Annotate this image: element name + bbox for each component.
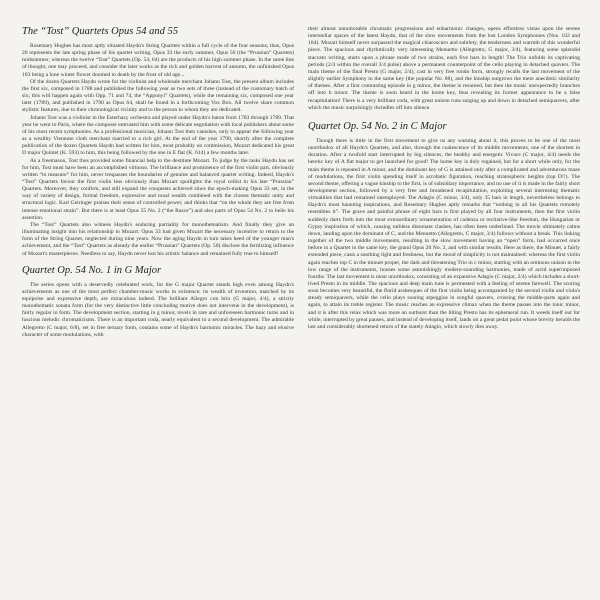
tost-quartets-heading: The “Tost” Quartets Opus 54 and 55 — [22, 26, 178, 37]
left-column — [22, 26, 294, 600]
quartet-2-heading: Quartet Op. 54 No. 2 in C Major — [308, 120, 447, 132]
tost-paragraph-2: Of the dozen Quartets Haydn wrote for the violinist and wholesale merchant Johann Tost, the present album includes the first six, composed in 1788 and published the following year as two sets of three (instead of the customary batch of six; this will happen again with Opp. 71 and 74, the “Apponyi” Quartets), while the remaining six, composed one year later (1789), and published in 1790 as Opus 64, shall be found in a forthcoming Vox Box. All twelve share common stylistic features, due to their chronological vicinity and to the person to whom they are dedicated. — [22, 78, 294, 114]
quartet-1-continued-paragraph: their almost unnoticeable chromatic progressions and enharmonic changes, opens effortless vistas upon the serene interstellar spaces of the latest Haydn, that of the slow movements from the lost London Symphonies (Nos. 102 and 104). Mozart himself never surpassed the magical chiaroscuro and subtlety, the tenderness and warmth of this wonderful piece. The spacious and rhythmically very interesting Menuetto (Allegretto, G major, 3/4), featuring some splendid staccato writing, starts upon a phrase made of two strains, each five bars in length! The Trio unfolds its captivating periods (2/4 within the overall 3/4 pulse) above a permanent counterpoint of the cello playing in detached quavers. The main theme of the final Presto (G major, 2/4), cast in very free rondo form, strongly recalls the last movement of the slightly earlier Symphony in the same key (the popular No. 88), and the kinship outgrows the mere anecdotic similarity of themes. After a first contrasting episode in g minor, the theme is resumed, but then the music unexpectedly branches off into b minor. The theme is soon heard in the home key, thus revealing its former appearance to be a false recapitulation! There is a very brilliant coda, with great unison runs surging up and down in detached semiquavers, after which the music surprisingly dwindles off into silence. — [308, 26, 580, 111]
tost-paragraph-3: Johann Tost was a violinist in the Esterhazy orchestra and played under Haydn's baton from 1783 through 1789. That year he went to Paris, where the composer entrusted him with some delicate negotiation with local publishers about some of his most recent symphonies. As a professional musician, Johann Tost then vanishes, only to appear the following year as a wealthy Viennese cloth merchant married to a rich girl. At the end of the year 1790, shortly after the complete publication of the dozen Quartets Haydn had written for him, most probably on commission, Mozart dedicated his great D major Quintet (K. 593) to him, this being followed by the one in E flat (K. 614) a few months later. — [22, 114, 294, 157]
tost-paragraph-1: Rosemary Hughes has most aptly situated Haydn's String Quartets within a full cycle of the four seasons; thus, Opus 20 represents the late spring phase of his quartet writing, Opus 33 the early summer, Opus 50 (the “Prussian” Quartets) midsummer, whereas the twelve “Tost” Quartets (Op. 54, 64) are the products of his high summer phase. In the same line of thought, one may proceed, and consider the later works as the rich and golden harvest of autumn, the unfinished Opus 103 being a lone winter flower doomed to death by the frost of old age... — [22, 43, 294, 78]
right-column — [308, 26, 580, 600]
quartet-1-paragraph: The series opens with a deservedly celebrated work, for the G major Quartet stands high even among Haydn's achievements as one of the most perfect chamber-music works in existence; its wealth of invention, matched by its equipoise and expressive depth, are miraculous indeed. The brilliant Allegro con brio (G major, 4/4), a strictly monothematic sonata form (for the very distinctive little concluding motive does not intervene in the development), is fairly regular in form. The development section, starting in g minor, revels in rare and unforeseen harmonic turns and in luscious melodic chromaticisms. There is an important coda, nearly equivalent to a second development. The admirable Allegretto (C major, 6/8), set in free ternary form, contains some of Haydn's harmonic miracles. The hazy and elusive character of some modulations, with — [22, 281, 294, 338]
quartet-2-paragraph: Though there is little in the first movement to give us any warning about it, this proves to be one of the most unorthodox of all Haydn's Quartets, and also, through the coalescence of its middle movements, one of the shortest in duration. After a twofold start interrupted by big silences, the healthy and energetic Vivace (C major, 4/4) needs the heretic key of A flat major to get launched for good! The home key is duly regained, but for a short while only, for the main theme is repeated in A minor, and the dominant key of G is attained only after a complicated and adventurous maze of modulations, the first violin spending itself in acrobatic figuration, reaching stratospheric heights (top D!!). The second theme, offering a vague kinship to the first, is of subsidiary importance, and no use of it is made in the fairly short development section, followed by a very free and broadened recapitulation, exploiting several interesting thematic virtualities that had remained unemployed. The Adagio (C minor, 3/4), only 35 bars in length, nevertheless belongs to Haydn's most haunting inspirations, and Rosemary Hughes aptly remarks that “nothing in all his Quartets remotely resembles it”. The grave and painful phrase of eight bars is first played by all four instruments, then the first violin suddenly darts forth into the most extraordinary ornamentation of cadenza or recitative-like freedom, the Hungarian or Gypsy inspiration of which, causing ruthless dissonant clashes, has often been underlined. The movie ultimately calms down, landing upon the dominant of C, and the Menuetto (Allegretto, C major, 3/4) follows without a break. This linking together of the two middle movements, resulting in the slow movement having an “open” form, had occurred once before in a Quartet in the same key, the grand Opus 20 No. 2, and with similar results. Here as there, the Minuet, a fairly extended piece, casts a soothing light and freshness, but the mood of simplicity is not maintained: whereas the first violin again reaches top C in the minuet proper, the dark and threatening Trio in c minor, starting with an ominous unison in the low range of the instruments, houses some astonishingly modern-sounding harmonies, made of acrid superimposed fourths. The last movement is most unorthodox, consisting of an expansive Adagio (C major, 2/4) which includes a short-lived Presto in its middle. The spacious and deep main tune is permeated with a feeling of serene farewell. The scoring soon becomes very beautiful, the florid arabesques of the first violin being accompanied by the second violin and viola's steady semiquavers, while the cello plays soaring arpeggios in songful quavers, crossing the middle-parts again and again, to attain its treble register. The music reaches an expressive climax when the theme passes into the tonic minor, and it is after this relax which was more an outburst than the lilting Presto has its ephemeral run. It weeds itself out for while, interrupted by great pauses, and instead of developing itself, lands on a great pedal point whose brevity heralds the last and considerably shortened return of the stately Adagio, which slowly dies away. — [308, 137, 580, 330]
tost-paragraph-5: The “Tost” Quartets also witness Haydn's enduring partiality for monothematism. And finally they give an illuminating insight into his relationship to Mozart: Opus 33 had given Mozart the necessary incentive to return to the form of the String Quartet, neglected during nine years. Now the aging Haydn in turn takes heed of the younger man's achievement, and the “Tost” Quartets as already the earlier “Prussian” Quartets (Op. 50) disclose the fertilizing influence of Mozart's masterpieces. Needless to say, Haydn never lost his artistic balance and remained fully true to himself! — [22, 221, 294, 257]
quartet-1-heading: Quartet Op. 54 No. 1 in G Major — [22, 264, 162, 276]
tost-paragraph-4: As a freemason, Tost thus provided some financial help to the destitute Mozart. To judge by the tasks Haydn has set for him, Tost must have been an accomplished virtuoso. The brilliance and prominence of the first violin part, obviously written “to measure” for him, never trespasses the boundaries of genuine and balanced quartet writing. Indeed, Haydn's “Tost” Quartets favour the first violin less obviously than Mozart spotlights the royal cellist in his late “Prussian” Quartets. Moreover, they confirm, and still expand the conquests achieved since the epoch-making Opus 33 set, in the way of variety of design, formal freedom, expressive and tonal wealth combined with the closest thematic unity and structural logic. Karl Geiringer praises their sense of controlled power, and thinks that “on the whole they are free from intense emotional strain”. But there is at least Opus 55 No. 2 (“the Razor”) and also parts of Opus 54 No. 2 to belie his assertion. — [22, 157, 294, 221]
